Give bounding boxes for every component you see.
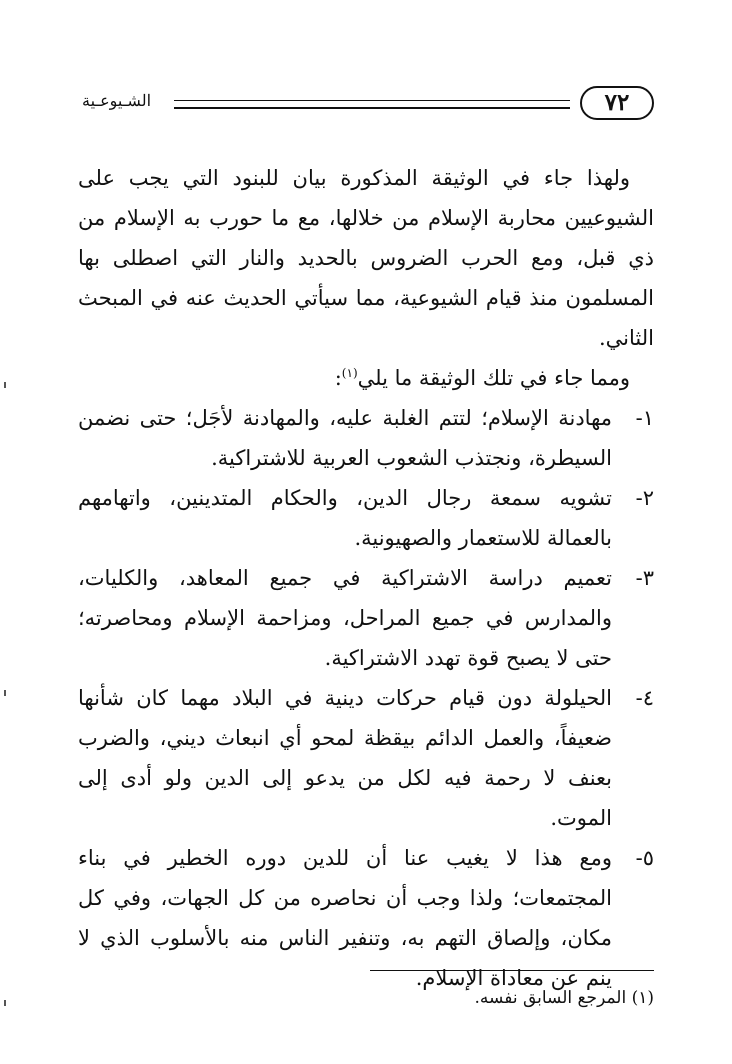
list-item-number: ٥- (635, 846, 654, 870)
lead-in-paragraph (78, 358, 654, 398)
footnote-ref: (١) (341, 366, 358, 380)
scan-edge-mark (4, 690, 6, 696)
body-text (78, 158, 654, 998)
numbered-list (78, 398, 654, 998)
list-item-text: تشويه سمعة رجال الدين، والحكام المتدينين، واتهامهم بالعمالة للاستعمار والصهيونية. (78, 486, 612, 550)
list-item (78, 678, 654, 838)
page-number: ٧٢ (580, 86, 654, 120)
list-item (78, 838, 654, 998)
footnote-rule (370, 970, 654, 971)
list-item-number: ٢- (635, 486, 654, 510)
list-item-text: مهادنة الإسلام؛ لتتم الغلبة عليه، والمهادنة لأجَل؛ حتى نضمن السيطرة، ونجتذب الشعوب العربية للاشتراكية. (78, 406, 612, 470)
running-title: الشـيوعـية (82, 91, 152, 110)
scan-edge-mark (4, 1000, 6, 1006)
list-item-number: ٤- (635, 686, 654, 710)
list-item-number: ١- (635, 406, 654, 430)
list-item-text: ومع هذا لا يغيب عنا أن للدين دوره الخطير في بناء المجتمعات؛ ولذا وجب أن نحاصره من كل الجهات، وفي كل مكان، وإلصاق التهم به، وتنفير الناس منه بالأسلوب الذي لا ينم عن معاداة الإسلام. (78, 846, 612, 990)
list-item-number: ٣- (635, 566, 654, 590)
header-rule (174, 100, 570, 109)
list-item (78, 398, 654, 478)
list-item-text: الحيلولة دون قيام حركات دينية في البلاد مهما كان شأنها ضعيفاً، والعمل الدائم بيقظة لمحو أي انبعاث ديني، والضرب بعنف لا رحمة فيه لكل من يدعو إلى الدين ولو أدى إلى الموت. (78, 686, 612, 830)
scan-edge-mark (4, 382, 6, 388)
footnote: (١) المرجع السابق نفسه. (474, 988, 654, 1008)
lead-in-text: ومما جاء في تلك الوثيقة ما يلي (357, 366, 630, 390)
intro-paragraph: ولهذا جاء في الوثيقة المذكورة بيان للبنود التي يجب على الشيوعيين محاربة الإسلام من خلالها، مع ما حورب به الإسلام من ذي قبل، ومع الحرب الضروس بالحديد والنار التي اصطلى بها المسلمون منذ قيام الشيوعية، مما سيأتي الحديث عنه في المبحث الثاني. (78, 166, 654, 350)
lead-in-colon: : (334, 366, 342, 390)
list-item (78, 478, 654, 558)
page-header (82, 86, 654, 122)
list-item (78, 558, 654, 678)
list-item-text: تعميم دراسة الاشتراكية في جميع المعاهد، والكليات، والمدارس في جميع المراحل، ومزاحمة الإسلام ومحاصرته؛ حتى لا يصبح قوة تهدد الاشتراكية. (78, 566, 612, 670)
